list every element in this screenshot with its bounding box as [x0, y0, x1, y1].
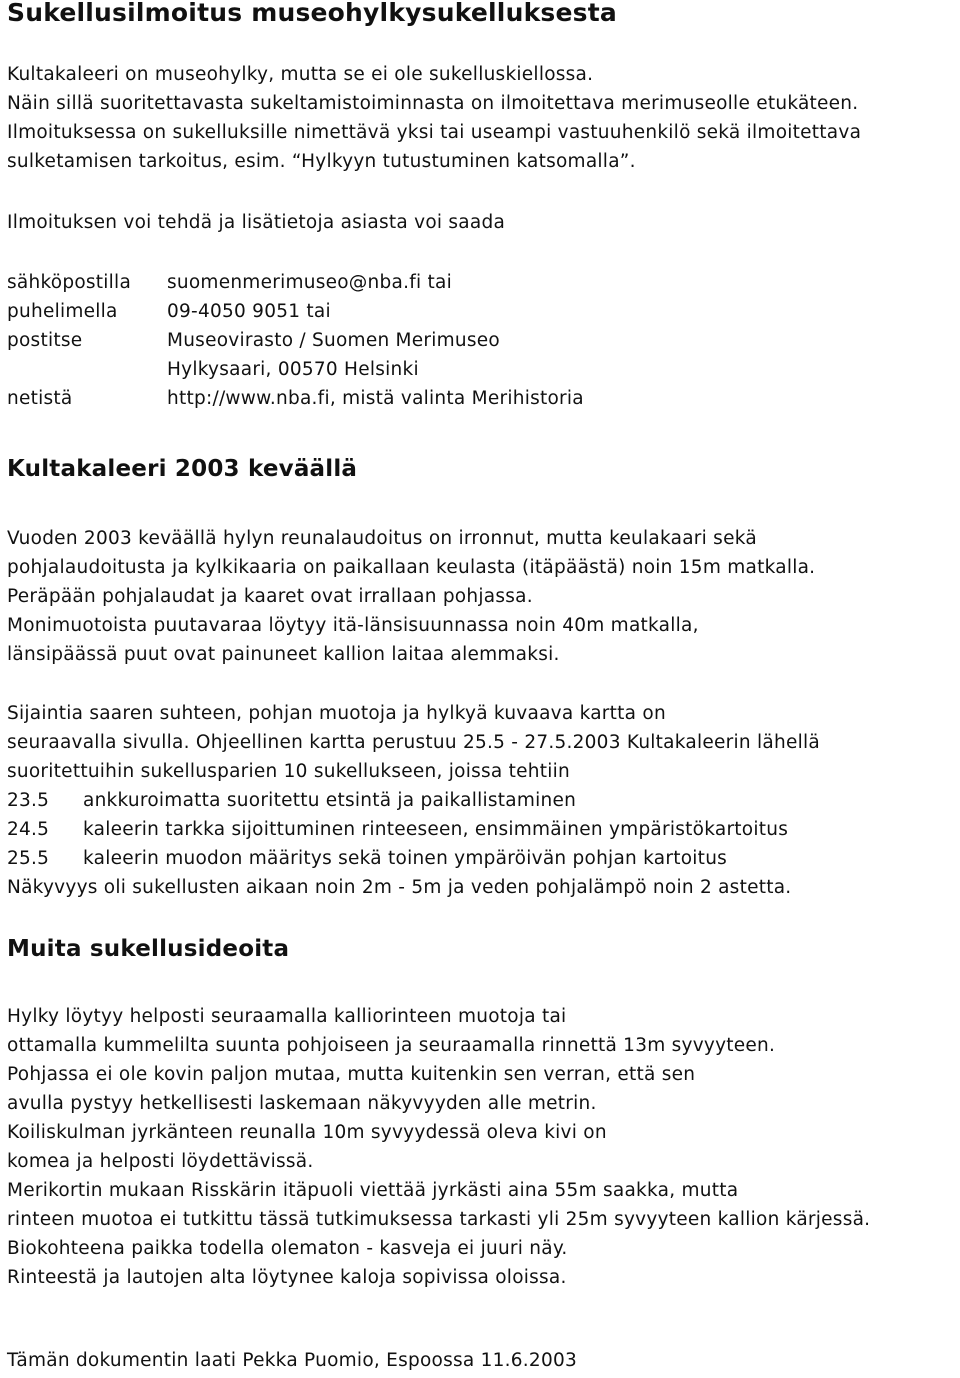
paragraph-line: rinteen muotoa ei tutkittu tässä tutkimuksessa tarkasti yli 25m syvyyteen kallion kärjessä. [7, 1209, 871, 1230]
contact-row-web [7, 384, 584, 413]
paragraph-line: Rinteestä ja lautojen alta löytynee kaloja sopivissa oloissa. [7, 1267, 567, 1288]
contact-label: puhelimella [7, 301, 118, 322]
contact-row-email [7, 268, 452, 297]
intro-line-1: Kultakaleeri on museohylky, mutta se ei ole sukelluskiellossa. [7, 64, 594, 85]
paragraph-line: Biokohteena paikka todella olematon - kasveja ei juuri näy. [7, 1238, 568, 1259]
paragraph-line: Peräpään pohjalaudat ja kaaret ovat irrallaan pohjassa. [7, 586, 533, 607]
author-signature: Tämän dokumentin laati Pekka Puomio, Espoossa 11.6.2003 [7, 1350, 578, 1371]
contact-label: sähköpostilla [7, 272, 132, 293]
dive-entry [7, 815, 788, 844]
dive-entry [7, 786, 576, 815]
paragraph-line: Sijaintia saaren suhteen, pohjan muotoja ja hylkyä kuvaava kartta on [7, 703, 666, 724]
dive-description: kaleerin tarkka sijoittuminen rinteeseen, ensimmäinen ympäristökartoitus [83, 819, 789, 840]
dive-entry [7, 844, 727, 873]
contact-row-post [7, 326, 500, 355]
paragraph-line: Monimuotoista puutavaraa löytyy itä-länsisuunnassa noin 40m matkalla, [7, 615, 699, 636]
dive-date: 25.5 [7, 848, 50, 869]
paragraph-line: länsipäässä puut ovat painuneet kallion laitaa alemmaksi. [7, 644, 560, 665]
paragraph-line: pohjalaudoitusta ja kylkikaaria on paikallaan keulasta (itäpäästä) noin 15m matkalla. [7, 557, 816, 578]
contact-label: postitse [7, 330, 83, 351]
intro-line-3: Ilmoituksessa on sukelluksille nimettävä yksi tai useampi vastuuhenkilö sekä ilmoitettava [7, 122, 862, 143]
paragraph-line: Pohjassa ei ole kovin paljon mutaa, mutta kuitenkin sen verran, että sen [7, 1064, 696, 1085]
dive-description: ankkuroimatta suoritettu etsintä ja paikallistaminen [83, 790, 577, 811]
visibility-note: Näkyvyys oli sukellusten aikaan noin 2m - 5m ja veden pohjalämpö noin 2 astetta. [7, 877, 792, 898]
paragraph-line: Vuoden 2003 keväällä hylyn reunalaudoitus on irronnut, mutta keulakaari sekä [7, 528, 757, 549]
contact-web-link[interactable]: http://www.nba.fi, mistä valinta Merihistoria [167, 388, 584, 409]
intro-line-2: Näin sillä suoritettavasta sukeltamistoiminnasta on ilmoitettava merimuseolle etukäteen. [7, 93, 859, 114]
dive-date: 23.5 [7, 790, 50, 811]
section-title: Muita sukellusideoita [7, 936, 290, 962]
paragraph-line: komea ja helposti löydettävissä. [7, 1151, 314, 1172]
contact-row-address [7, 355, 419, 384]
section-title: Kultakaleeri 2003 keväällä [7, 456, 358, 482]
contact-post: Museovirasto / Suomen Merimuseo [167, 330, 500, 351]
paragraph-line: seuraavalla sivulla. Ohjeellinen kartta perustuu 25.5 - 27.5.2003 Kultakaleerin lähellä [7, 732, 820, 753]
contact-intro: Ilmoituksen voi tehdä ja lisätietoja asiasta voi saada [7, 212, 506, 233]
paragraph-line: avulla pystyy hetkellisesti laskemaan näkyvyyden alle metrin. [7, 1093, 597, 1114]
paragraph-line: Merikortin mukaan Risskärin itäpuoli viettää jyrkästi aina 55m saakka, mutta [7, 1180, 739, 1201]
contact-address: Hylkysaari, 00570 Helsinki [167, 359, 419, 380]
paragraph-line: suoritettuihin sukellusparien 10 sukellukseen, joissa tehtiin [7, 761, 570, 782]
dive-description: kaleerin muodon määritys sekä toinen ympäröivän pohjan kartoitus [83, 848, 728, 869]
contact-email[interactable]: suomenmerimuseo@nba.fi tai [167, 272, 452, 293]
document-title: Sukellusilmoitus museohylkysukelluksesta [7, 0, 617, 27]
contact-phone: 09-4050 9051 tai [167, 301, 331, 322]
dive-date: 24.5 [7, 819, 50, 840]
paragraph-line: ottamalla kummelilta suunta pohjoiseen ja seuraamalla rinnettä 13m syvyyteen. [7, 1035, 776, 1056]
contact-row-phone [7, 297, 331, 326]
paragraph-line: Koiliskulman jyrkänteen reunalla 10m syvyydessä oleva kivi on [7, 1122, 607, 1143]
paragraph-line: Hylky löytyy helposti seuraamalla kalliorinteen muotoja tai [7, 1006, 567, 1027]
contact-label: netistä [7, 388, 73, 409]
intro-line-4: sulketamisen tarkoitus, esim. “Hylkyyn tutustuminen katsomalla”. [7, 151, 636, 172]
